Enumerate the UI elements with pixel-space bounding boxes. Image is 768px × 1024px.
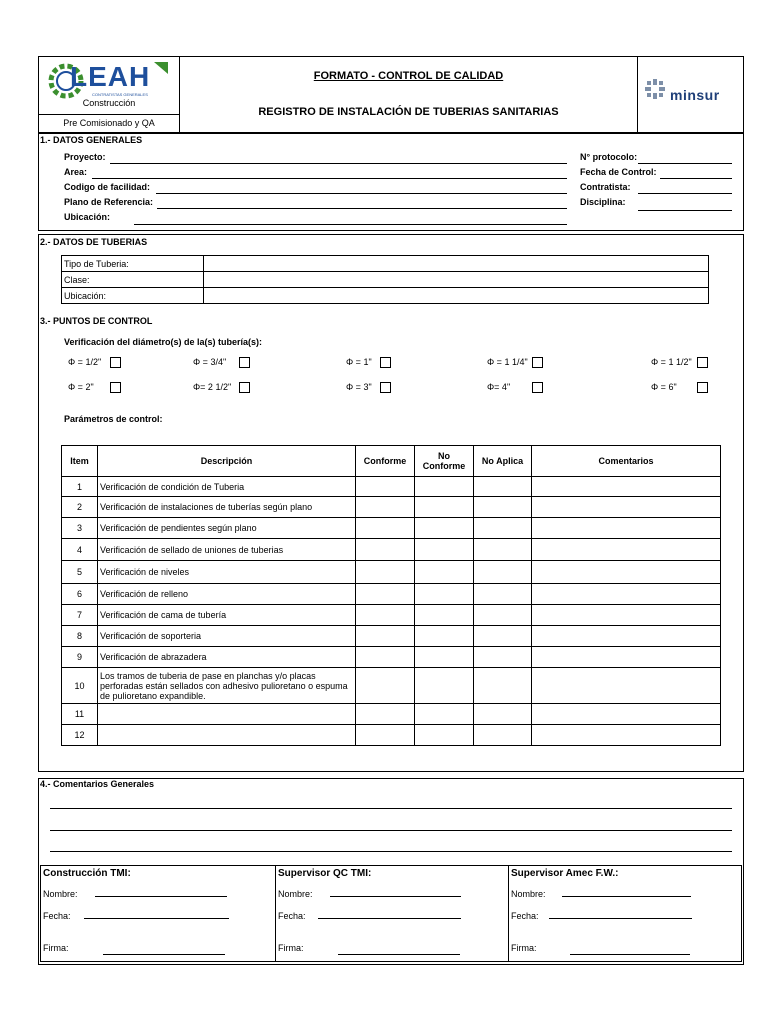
proyecto-field[interactable] <box>110 163 567 164</box>
control-item-description: Verificación de niveles <box>98 561 356 584</box>
diam-1-1-4-checkbox[interactable] <box>532 357 543 368</box>
diam-1-1-2-checkbox[interactable] <box>697 357 708 368</box>
header-left-divider <box>39 114 179 115</box>
control-no-aplica-cell[interactable] <box>474 539 532 561</box>
control-comentarios-cell[interactable] <box>532 477 721 497</box>
parametros-title: Parámetros de control: <box>64 414 163 424</box>
control-no-conforme-cell[interactable] <box>415 626 474 647</box>
control-row <box>62 647 721 668</box>
header-no-conforme: No Conforme <box>415 446 474 477</box>
control-item-description: Verificación de pendientes según plano <box>98 518 356 539</box>
sig-amec-fecha-field[interactable] <box>549 918 692 919</box>
proyecto-label: Proyecto: <box>64 152 106 162</box>
control-item-number: 9 <box>62 647 98 668</box>
control-no-conforme-cell[interactable] <box>415 477 474 497</box>
control-comentarios-cell[interactable] <box>532 668 721 704</box>
sig-qc-fecha-label: Fecha: <box>278 911 306 921</box>
sig-qc-nombre-field[interactable] <box>330 896 461 897</box>
sig-amec-firma-field[interactable] <box>570 954 690 955</box>
fecha-control-label: Fecha de Control: <box>580 167 657 177</box>
diam-4-checkbox[interactable] <box>532 382 543 393</box>
ubicacion-field[interactable] <box>134 224 567 225</box>
control-no-aplica-cell[interactable] <box>474 605 532 626</box>
sig-construccion-fecha-field[interactable] <box>84 918 229 919</box>
codigo-label: Codigo de facilidad: <box>64 182 151 192</box>
sig-amec-nombre-field[interactable] <box>562 896 691 897</box>
protocolo-label: N° protocolo: <box>580 152 638 162</box>
diam-3-4-checkbox[interactable] <box>239 357 250 368</box>
control-row <box>62 704 721 725</box>
control-conforme-cell[interactable] <box>356 497 415 518</box>
control-row <box>62 584 721 605</box>
control-item-number: 7 <box>62 605 98 626</box>
control-no-conforme-cell[interactable] <box>415 518 474 539</box>
control-no-aplica-cell[interactable] <box>474 704 532 725</box>
diam-2-label: Φ = 2" <box>68 382 94 392</box>
sig-construccion-fecha-label: Fecha: <box>43 911 71 921</box>
comentarios-line-3[interactable] <box>50 851 732 852</box>
control-no-conforme-cell[interactable] <box>415 647 474 668</box>
control-row <box>62 497 721 518</box>
codigo-field[interactable] <box>156 193 567 194</box>
protocolo-field[interactable] <box>638 163 732 164</box>
control-item-number: 8 <box>62 626 98 647</box>
diam-3-4-label: Φ = 3/4" <box>193 357 227 367</box>
sig-amec-title: Supervisor Amec F.W.: <box>511 868 619 879</box>
diam-3-checkbox[interactable] <box>380 382 391 393</box>
sig-amec-firma-label: Firma: <box>511 943 537 953</box>
precomisionado-label: Pre Comisionado y QA <box>63 118 155 128</box>
section1-title: 1.- DATOS GENERALES <box>40 135 143 145</box>
construccion-label: Construcción <box>82 98 136 108</box>
control-row <box>62 518 721 539</box>
signatures-divider-2 <box>508 865 509 962</box>
control-comentarios-cell[interactable] <box>532 647 721 668</box>
leah-logo-text: LEAH <box>70 61 151 92</box>
header-no-aplica: No Aplica <box>474 446 532 477</box>
control-comentarios-cell[interactable] <box>532 725 721 746</box>
header-divider-right <box>637 56 638 133</box>
control-item-number: 10 <box>62 668 98 704</box>
control-no-conforme-cell[interactable] <box>415 584 474 605</box>
diam-6-checkbox[interactable] <box>697 382 708 393</box>
section2-title: 2.- DATOS DE TUBERIAS <box>40 237 148 247</box>
control-comentarios-cell[interactable] <box>532 518 721 539</box>
control-item-number: 12 <box>62 725 98 746</box>
control-item-description: Verificación de soporteria <box>98 626 356 647</box>
control-row <box>62 539 721 561</box>
comentarios-line-1[interactable] <box>50 808 732 809</box>
plano-field[interactable] <box>157 208 567 209</box>
header-divider-left <box>179 56 180 133</box>
sig-amec-nombre-label: Nombre: <box>511 889 546 899</box>
diam-2-1-2-checkbox[interactable] <box>239 382 250 393</box>
control-conforme-cell[interactable] <box>356 518 415 539</box>
control-item-description: Verificación de instalaciones de tuberías según plano <box>98 497 356 518</box>
control-conforme-cell[interactable] <box>356 647 415 668</box>
tipo-tuberia-field[interactable] <box>204 256 709 272</box>
control-conforme-cell[interactable] <box>356 668 415 704</box>
sig-qc-firma-label: Firma: <box>278 943 304 953</box>
control-row <box>62 626 721 647</box>
control-item-description: Verificación de relleno <box>98 584 356 605</box>
header-item: Item <box>62 446 98 477</box>
control-item-number: 6 <box>62 584 98 605</box>
minsur-logo-text: minsur <box>670 87 720 103</box>
control-no-conforme-cell[interactable] <box>415 497 474 518</box>
control-item-description: Verificación de abrazadera <box>98 647 356 668</box>
control-item-description <box>98 704 356 725</box>
control-no-aplica-cell[interactable] <box>474 725 532 746</box>
control-item-description: Los tramos de tuberia de pase en planchas y/o placas perforadas están sellados con adhesivo pulioretano o espuma de pulioretano expandible. <box>98 668 356 704</box>
sig-construccion-firma-field[interactable] <box>103 954 225 955</box>
control-no-aplica-cell[interactable] <box>474 518 532 539</box>
control-no-aplica-cell[interactable] <box>474 477 532 497</box>
sig-construccion-nombre-field[interactable] <box>95 896 227 897</box>
sig-qc-nombre-label: Nombre: <box>278 889 313 899</box>
control-table-header <box>62 446 721 477</box>
control-no-conforme-cell[interactable] <box>415 668 474 704</box>
control-comentarios-cell[interactable] <box>532 626 721 647</box>
fecha-control-field[interactable] <box>660 178 732 179</box>
area-field[interactable] <box>92 178 567 179</box>
control-item-number: 4 <box>62 539 98 561</box>
disciplina-field[interactable] <box>638 210 732 211</box>
sig-qc-title: Supervisor QC TMI: <box>278 868 372 879</box>
section3-title: 3.- PUNTOS DE CONTROL <box>40 316 153 326</box>
diam-1-label: Φ = 1" <box>346 357 372 367</box>
control-item-number: 2 <box>62 497 98 518</box>
control-row <box>62 668 721 704</box>
control-item-number: 11 <box>62 704 98 725</box>
control-no-conforme-cell[interactable] <box>415 605 474 626</box>
control-comentarios-cell[interactable] <box>532 704 721 725</box>
control-item-description: Verificación de sellado de uniones de tuberias <box>98 539 356 561</box>
control-row <box>62 477 721 497</box>
signatures-box <box>40 865 742 962</box>
control-conforme-cell[interactable] <box>356 584 415 605</box>
diam-1-2-label: Φ = 1/2" <box>68 357 102 367</box>
control-conforme-cell[interactable] <box>356 539 415 561</box>
form-subtitle: REGISTRO DE INSTALACIÓN DE TUBERIAS SANITARIAS <box>258 106 559 118</box>
control-row <box>62 561 721 584</box>
sig-construccion-title: Construcción TMI: <box>43 868 131 879</box>
control-row <box>62 605 721 626</box>
contratista-field[interactable] <box>638 193 732 194</box>
control-conforme-cell[interactable] <box>356 561 415 584</box>
section4-title: 4.- Comentarios Generales <box>40 779 155 789</box>
diametro-title: Verificación del diámetro(s) de la(s) tubería(s): <box>64 337 263 347</box>
control-table <box>61 445 721 746</box>
ubicacion-label: Ubicación: <box>64 212 111 222</box>
control-comentarios-cell[interactable] <box>532 605 721 626</box>
control-conforme-cell[interactable] <box>356 725 415 746</box>
header-conforme: Conforme <box>356 446 415 477</box>
diam-1-2-checkbox[interactable] <box>110 357 121 368</box>
control-no-conforme-cell[interactable] <box>415 561 474 584</box>
signatures-divider-1 <box>275 865 276 962</box>
comentarios-line-2[interactable] <box>50 830 732 831</box>
sig-construccion-firma-label: Firma: <box>43 943 69 953</box>
contratista-label: Contratista: <box>580 182 631 192</box>
clase-field[interactable] <box>204 272 709 288</box>
control-no-conforme-cell[interactable] <box>415 539 474 561</box>
diam-3-label: Φ = 3" <box>346 382 372 392</box>
clase-label: Clase: <box>62 272 204 288</box>
control-row <box>62 725 721 746</box>
control-item-description: Verificación de cama de tubería <box>98 605 356 626</box>
control-comentarios-cell[interactable] <box>532 584 721 605</box>
control-comentarios-cell[interactable] <box>532 539 721 561</box>
diam-1-1-2-label: Φ = 1 1/2" <box>651 357 692 367</box>
sig-amec-fecha-label: Fecha: <box>511 911 539 921</box>
control-item-number: 3 <box>62 518 98 539</box>
tuberias-table <box>61 255 709 304</box>
control-no-aplica-cell[interactable] <box>474 626 532 647</box>
header-descripcion: Descripción <box>98 446 356 477</box>
control-conforme-cell[interactable] <box>356 704 415 725</box>
diam-2-1-2-label: Φ= 2 1/2" <box>193 382 232 392</box>
minsur-logo <box>644 78 740 104</box>
control-conforme-cell[interactable] <box>356 605 415 626</box>
diam-1-1-4-label: Φ = 1 1/4" <box>487 357 528 367</box>
control-no-aplica-cell[interactable] <box>474 584 532 605</box>
sig-qc-firma-field[interactable] <box>338 954 460 955</box>
form-title: FORMATO - CONTROL DE CALIDAD <box>313 70 504 82</box>
disciplina-label: Disciplina: <box>580 197 626 207</box>
control-no-conforme-cell[interactable] <box>415 704 474 725</box>
plano-label: Plano de Referencia: <box>64 197 154 207</box>
leah-logo-subtext: CONTRATISTAS GENERALES <box>92 92 148 97</box>
control-conforme-cell[interactable] <box>356 477 415 497</box>
control-item-description <box>98 725 356 746</box>
control-item-number: 5 <box>62 561 98 584</box>
control-conforme-cell[interactable] <box>356 626 415 647</box>
minsur-emblem-icon <box>644 78 666 100</box>
control-comentarios-cell[interactable] <box>532 561 721 584</box>
tipo-tuberia-label: Tipo de Tuberia: <box>62 256 204 272</box>
sig-construccion-nombre-label: Nombre: <box>43 889 78 899</box>
area-label: Area: <box>64 167 88 177</box>
control-no-aplica-cell[interactable] <box>474 561 532 584</box>
sig-qc-fecha-field[interactable] <box>318 918 461 919</box>
diam-1-checkbox[interactable] <box>380 357 391 368</box>
control-item-description: Verificación de condición de Tuberia <box>98 477 356 497</box>
control-comentarios-cell[interactable] <box>532 497 721 518</box>
ubicacion-tuberia-field[interactable] <box>204 288 709 304</box>
control-no-aplica-cell[interactable] <box>474 647 532 668</box>
ubicacion-tuberia-label: Ubicación: <box>62 288 204 304</box>
diam-4-label: Φ= 4" <box>487 382 511 392</box>
control-item-number: 1 <box>62 477 98 497</box>
control-no-aplica-cell[interactable] <box>474 497 532 518</box>
diam-2-checkbox[interactable] <box>110 382 121 393</box>
header-comentarios: Comentarios <box>532 446 721 477</box>
control-no-conforme-cell[interactable] <box>415 725 474 746</box>
control-no-aplica-cell[interactable] <box>474 668 532 704</box>
diam-6-label: Φ = 6" <box>651 382 677 392</box>
